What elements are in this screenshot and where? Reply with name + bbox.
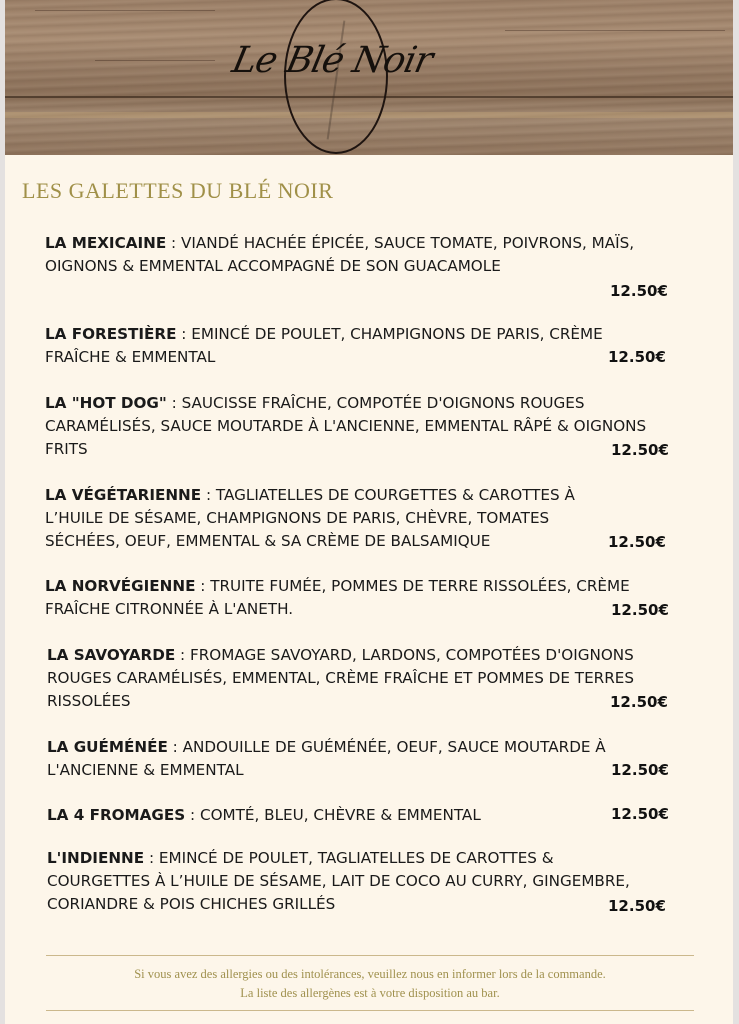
item-description: : COMTÉ, BLEU, CHÈVRE & EMMENTAL: [185, 806, 481, 824]
item-name: LA GUÉMÉNÉE: [47, 738, 168, 756]
divider-bottom: [46, 1010, 694, 1011]
item-name: LA MEXICAINE: [45, 234, 167, 252]
item-description: : SAUCISSE FRAÎCHE, COMPOTÉE D'OIGNONS ROUGES CARAMÉLISÉS, SAUCE MOUTARDE À L'ANCIENNE, EMMENTAL RÂPÉ & OIGNONS FRITS: [45, 394, 647, 458]
item-price: 12.50€: [608, 348, 666, 366]
item-price: 12.50€: [610, 693, 668, 711]
item-price: 12.50€: [611, 601, 669, 619]
item-description: : EMINCÉ DE POULET, CHAMPIGNONS DE PARIS, CRÈME FRAÎCHE & EMMENTAL: [45, 325, 603, 366]
item-price: 12.50€: [610, 282, 668, 300]
item-description: : VIANDÉ HACHÉE ÉPICÉE, SAUCE TOMATE, POIVRONS, MAÏS, OIGNONS & EMMENTAL ACCOMPAGNÉ DE SON GUACAMOLE: [45, 234, 635, 275]
menu-page: [5, 0, 733, 1024]
menu-item: [45, 484, 605, 553]
item-name: LA FORESTIÈRE: [45, 325, 177, 343]
allergy-notice: [46, 965, 694, 1003]
menu-item: [45, 575, 645, 621]
wood-grain: [505, 30, 725, 31]
menu-item: [47, 804, 607, 827]
wood-banner: [5, 0, 733, 155]
menu-item: [45, 323, 645, 369]
menu-item: [45, 232, 685, 278]
item-price: 12.50€: [608, 897, 666, 915]
restaurant-logo: Le Blé Noir: [228, 40, 436, 81]
item-name: LA SAVOYARDE: [47, 646, 176, 664]
divider-top: [46, 955, 694, 956]
allergy-notice-line2: La liste des allergènes est à votre disposition au bar.: [240, 986, 500, 1000]
menu-item: [47, 847, 637, 916]
item-description: : TRUITE FUMÉE, POMMES DE TERRE RISSOLÉES, CRÈME FRAÎCHE CITRONNÉE À L'ANETH.: [45, 577, 630, 618]
item-name: LA NORVÉGIENNE: [45, 577, 196, 595]
item-name: LA 4 FROMAGES: [47, 806, 186, 824]
item-description: : TAGLIATELLES DE COURGETTES & CAROTTES À L’HUILE DE SÉSAME, CHAMPIGNONS DE PARIS, CHÈVRE, TOMATES SÉCHÉES, OEUF, EMMENTAL & SA CRÈME DE BALSAMIQUE: [45, 486, 575, 550]
wood-grain: [35, 10, 215, 11]
item-name: LA VÉGÉTARIENNE: [45, 486, 202, 504]
item-name: LA "HOT DOG": [45, 394, 167, 412]
wood-grain: [95, 60, 215, 61]
item-description: : FROMAGE SAVOYARD, LARDONS, COMPOTÉES D'OIGNONS ROUGES CARAMÉLISÉS, EMMENTAL, CRÈME FRAÎCHE ET POMMES DE TERRES RISSOLÉES: [47, 646, 635, 710]
item-price: 12.50€: [608, 533, 666, 551]
menu-item: [47, 644, 667, 713]
item-description: : EMINCÉ DE POULET, TAGLIATELLES DE CAROTTES & COURGETTES À L’HUILE DE SÉSAME, LAIT DE COCO AU CURRY, GINGEMBRE, CORIANDRE & POIS CHICHES GRILLÉS: [47, 849, 630, 913]
section-title: LES GALETTES DU BLÉ NOIR: [22, 178, 334, 203]
item-price: 12.50€: [611, 441, 669, 459]
allergy-notice-line1: Si vous avez des allergies ou des intolérances, veuillez nous en informer lors de la commande.: [134, 967, 606, 981]
item-name: L'INDIENNE: [47, 849, 145, 867]
menu-item: [45, 392, 675, 461]
item-description: : ANDOUILLE DE GUÉMÉNÉE, OEUF, SAUCE MOUTARDE À L'ANCIENNE & EMMENTAL: [47, 738, 606, 779]
menu-item: [47, 736, 667, 782]
item-price: 12.50€: [611, 805, 669, 823]
item-price: 12.50€: [611, 761, 669, 779]
